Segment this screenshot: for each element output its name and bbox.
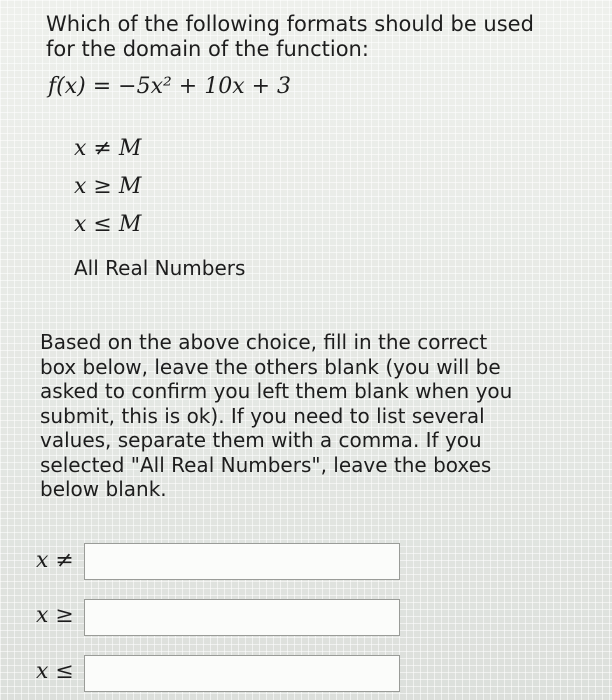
question-line-1: Which of the following formats should be used xyxy=(46,12,534,36)
option-greater-equal-m[interactable]: x ≥ M xyxy=(74,174,142,199)
option-not-equal-m[interactable]: x ≠ M xyxy=(74,136,142,161)
less-equal-input[interactable] xyxy=(84,655,400,692)
instructions-text xyxy=(40,330,580,502)
option-all-real-numbers[interactable]: All Real Numbers xyxy=(74,256,246,280)
less-equal-label: x ≤ xyxy=(36,659,74,684)
instructions-line: below blank. xyxy=(40,477,167,501)
instructions-line: asked to confirm you left them blank when you xyxy=(40,379,513,403)
function-formula: f(x) = −5x² + 10x + 3 xyxy=(48,74,292,99)
not-equal-label: x ≠ xyxy=(36,548,74,573)
question-text xyxy=(46,12,586,62)
option-less-equal-m[interactable]: x ≤ M xyxy=(74,212,142,237)
greater-equal-label: x ≥ xyxy=(36,603,74,628)
instructions-line: box below, leave the others blank (you will be xyxy=(40,354,501,379)
not-equal-input[interactable] xyxy=(84,543,400,580)
question-line-2: for the domain of the function: xyxy=(46,37,369,61)
instructions-line: Based on the above choice, fill in the correct xyxy=(40,330,488,354)
instructions-line: submit, this is ok). If you need to list several xyxy=(40,403,485,428)
greater-equal-input[interactable] xyxy=(84,599,400,636)
instructions-line: selected "All Real Numbers", leave the boxes xyxy=(40,452,492,477)
instructions-line: values, separate them with a comma. If you xyxy=(40,428,482,452)
